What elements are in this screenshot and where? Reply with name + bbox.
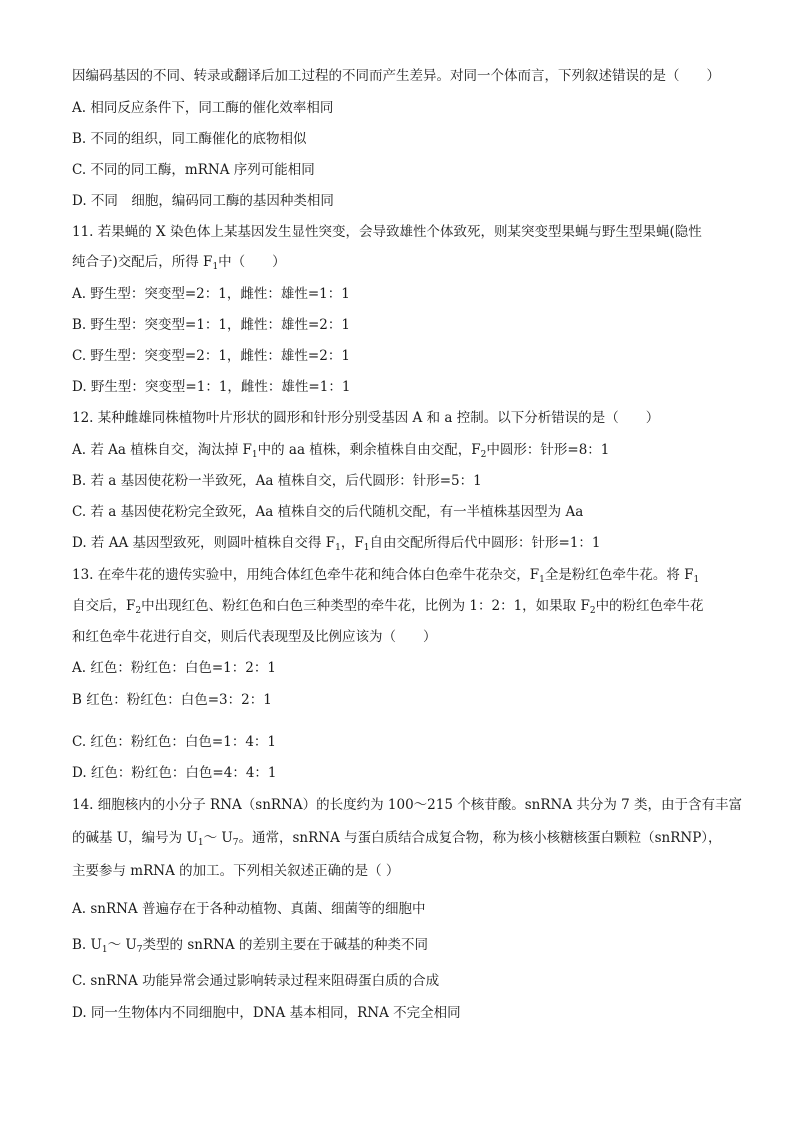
q14-option-d: D. 同一生物体内不同细胞中，DNA 基本相同，RNA 不完全相同 — [72, 1005, 461, 1021]
q11-option-c: C. 野生型：突变型=2：1，雌性：雄性=2：1 — [72, 348, 350, 364]
q10-option-b: B. 不同的组织，同工酶催化的底物相似 — [72, 131, 307, 147]
q10-stem: 因编码基因的不同、转录或翻译后加工过程的不同而产生差异。对同一个体而言，下列叙述错误的是（ ） — [72, 68, 720, 84]
q13-option-b: B 红色：粉红色：白色=3：2：1 — [72, 692, 272, 708]
q12-option-c: C. 若 a 基因使花粉完全致死，Aa 植株自交的后代随机交配，有一半植株基因型为 Aa — [72, 504, 584, 520]
q14-stem-line2: 的碱基 U，编号为 $U_1\sim$ $U_7$。通常，snRNA 与蛋白质结合成复合物，称为核小核糖核蛋白颗粒（snRNP）， — [72, 830, 722, 848]
q14-stem-line3: 主要参与 mRNA 的加工。下列相关叙述正确的是（ ） — [72, 863, 400, 879]
q11-stem-line1: 11. 若果蝇的 X 染色体上某基因发生显性突变，会导致雄性个体致死，则某突变型果蝇与野生型果蝇(隐性 — [72, 224, 702, 240]
q14-option-b: B. $U_1\sim$ $U_7$类型的 snRNA 的差别主要在于碱基的种类不同 — [72, 937, 428, 955]
q13-option-c: C. 红色：粉红色：白色=1：4：1 — [72, 734, 277, 750]
q14-stem-line1: 14. 细胞核内的小分子 RNA（snRNA）的长度约为 100～215 个核苷酸。snRNA 共分为 7 类，由于含有丰富 — [72, 797, 743, 813]
q11-option-d: D. 野生型：突变型=1：1，雌性：雄性=1：1 — [72, 379, 351, 395]
q10-option-d: D. 不同 细胞，编码同工酶的基因种类相同 — [72, 193, 334, 209]
q10-option-c: C. 不同的同工酶，mRNA 序列可能相同 — [72, 162, 315, 178]
q12-option-b: B. 若 a 基因使花粉一半致死，Aa 植株自交，后代圆形：针形=5：1 — [72, 473, 482, 489]
q13-option-d: D. 红色：粉红色：白色=4：4：1 — [72, 765, 277, 781]
q14-option-c: C. snRNA 功能异常会通过影响转录过程来阻碍蛋白质的合成 — [72, 973, 440, 989]
q13-stem-line2: 自交后，$F_2$中出现红色、粉红色和白色三种类型的牵牛花，比例为 1：2：1，如果取 $F_2$中的粉红色牵牛花 — [72, 598, 704, 616]
q11-option-a: A. 野生型：突变型=2：1，雌性：雄性=1：1 — [72, 286, 350, 302]
q10-option-a: A. 相同反应条件下，同工酶的催化效率相同 — [72, 100, 334, 116]
q13-stem-line3: 和红色牵牛花进行自交，则后代表现型及比例应该为（ ） — [72, 629, 437, 645]
q14-option-a: A. snRNA 普遍存在于各种动植物、真菌、细菌等的细胞中 — [72, 901, 426, 917]
q12-option-a: A. 若 Aa 植株自交，淘汰掉 $F_1$中的 aa 植株，剩余植株自由交配，$F_2$中圆形：针形=8：1 — [72, 442, 610, 460]
q13-stem-line1: 13. 在牵牛花的遗传实验中，用纯合体红色牵牛花和纯合体白色牵牛花杂交，$F_1$全是粉红色牵牛花。将 $F_1$ — [72, 567, 700, 585]
q12-option-d: D. 若 AA 基因型致死，则圆叶植株自交得 $F_1$，$F_1$自由交配所得后代中圆形：针形=1：1 — [72, 535, 601, 553]
q13-option-a: A. 红色：粉红色：白色=1：2：1 — [72, 660, 276, 676]
q11-option-b: B. 野生型：突变型=1：1，雌性：雄性=2：1 — [72, 317, 350, 333]
q11-stem-line2: 纯合子)交配后，所得 $F_1$中（ ） — [72, 254, 286, 272]
q12-stem: 12. 某种雌雄同株植物叶片形状的圆形和针形分别受基因 A 和 a 控制。以下分析错误的是（ ） — [72, 410, 660, 426]
